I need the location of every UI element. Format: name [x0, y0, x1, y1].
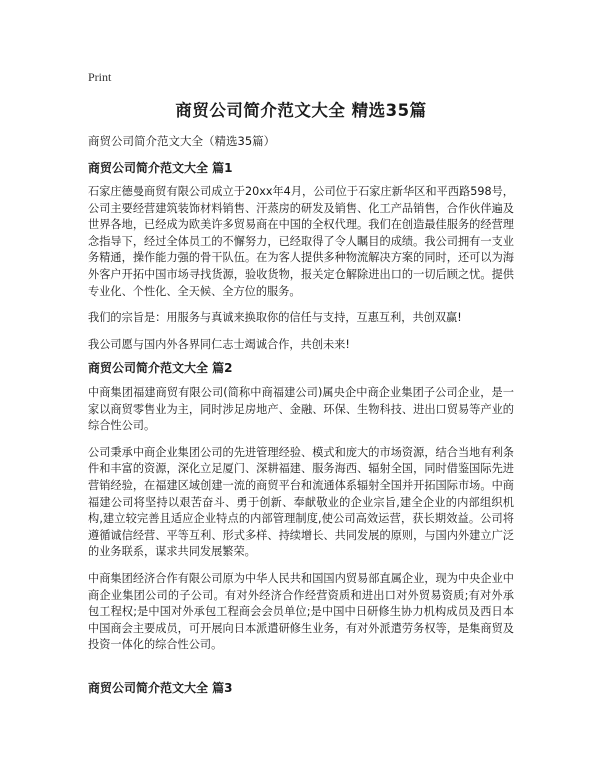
section-paragraph: 我公司愿与国内外各界同仁志士竭诚合作，共创未来!	[88, 337, 350, 351]
section-1	[88, 160, 514, 353]
document-title: 商贸公司简介范文大全 精选35篇	[175, 101, 427, 120]
section-3	[88, 680, 514, 696]
section-paragraph: 我们的宗旨是：用服务与真诚来换取你的信任与支持，互惠互利，共创双赢!	[88, 311, 462, 325]
document-subtitle: 商贸公司简介范文大全（精选35篇）	[88, 134, 276, 148]
section-heading: 商贸公司简介范文大全 篇3	[88, 681, 233, 695]
section-2	[88, 360, 514, 654]
print-label: Print	[88, 70, 112, 84]
section-paragraph: 公司秉承中商企业集团公司的先进管理经验、模式和庞大的市场资源，结合当地有利条件和丰富的资源，深化立足厦门、深耕福建、服务海西、辐射全国，同时借鉴国际先进营销经验，在福建区域创建一流的商贸平台和流通体系辐射全国并开拓国际市场。中商福建公司将坚持以艰苦奋斗、勇于创新、奉献敬业的企业宗旨,建全企业的内部组织机构,建立较完善且适应企业特点的内部管理制度,使公司高效运营，获长期效益。公司将遵循诚信经营、平等互利、形式多样、持续增长、共同发展的原则，与国内外建立广泛的业务联系，谋求共同发展繁荣。	[88, 445, 514, 559]
section-paragraph: 石家庄德曼商贸有限公司成立于20xx年4月，公司位于石家庄新华区和平西路598号，公司主要经营建筑装饰材料销售、汗蒸房的研发及销售、化工产品销售，合作伙伴遍及世界各地，已经成为欧美许多贸易商在中国的全权代理。我们在创造最佳服务的经营理念指导下，经过全体员工的不懈努力，已经取得了令人瞩目的成绩。我公司拥有一支业务精通，操作能力强的骨干队伍。在为客人提供多种物流解决方案的同时，还可以为海外客户开拓中国市场寻找货源，验收货物，报关定仓解除进出口的一切后顾之忧。提供专业化、个性化、全天候、全方位的服务。	[88, 185, 514, 298]
section-heading: 商贸公司简介范文大全 篇2	[88, 361, 233, 375]
section-paragraph: 中商集团福建商贸有限公司(简称中商福建公司)属央企中商企业集团子公司企业，是一家以商贸零售业为主，同时涉足房地产、金融、环保、生物科技、进出口贸易等产业的综合性公司。	[88, 386, 514, 433]
section-paragraph: 中商集团经济合作有限公司原为中华人民共和国国内贸易部直属企业，现为中央企业中商企业集团公司的子公司。有对外经济合作经营资质和进出口对外贸易资质;有对外承包工程权;是中国对外承包工程商会会员单位;是中国中日研修生协力机构成员及西日本中国商会主要成员，可开展向日本派遣研修生业务，有对外派遣劳务权等，是集商贸及投资一体化的综合性公司。	[88, 571, 514, 652]
section-heading: 商贸公司简介范文大全 篇1	[88, 161, 233, 175]
